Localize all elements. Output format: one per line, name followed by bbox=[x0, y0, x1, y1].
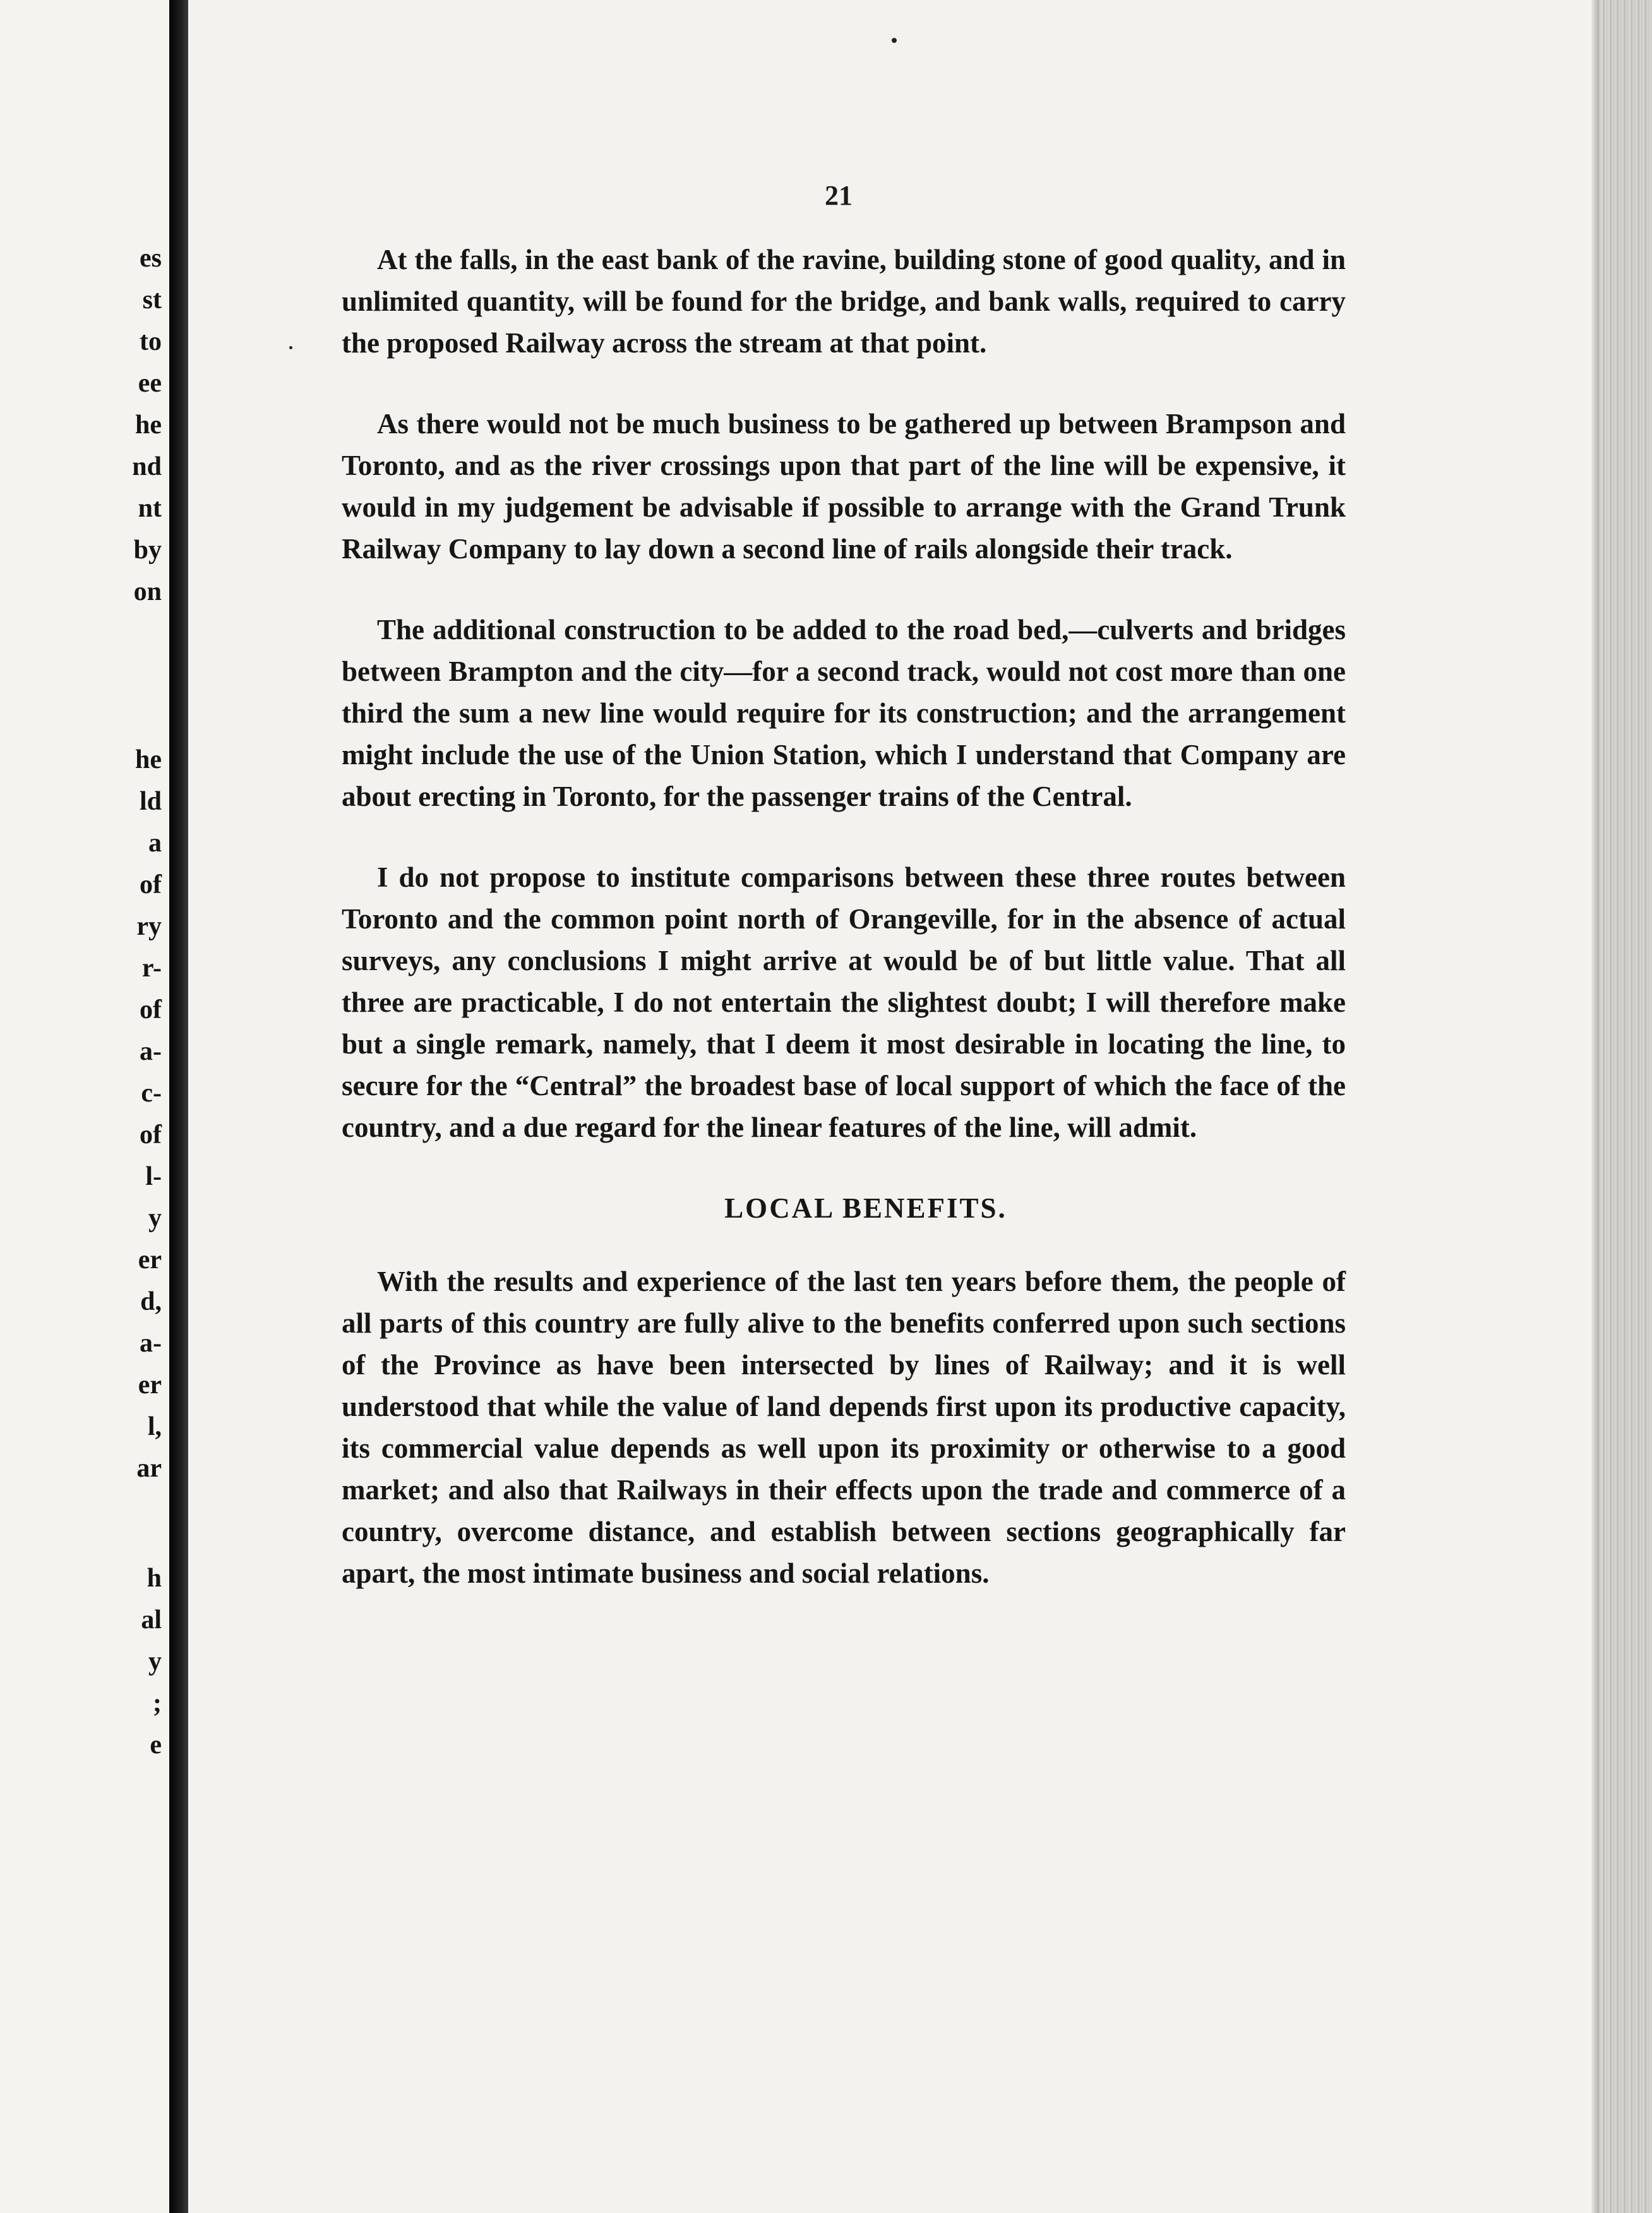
left-fragment: of bbox=[140, 1120, 162, 1149]
paragraph: The additional construction to be added to the road bed,—culverts and bridges between Brampton and the city—for a second track, would not cost more than one third the sum a new line would require for its construction; and the arrangement might include the use of the Union Station, which I understand that Company are about erecting in Toronto, for the passenger trains of the Central. bbox=[342, 614, 1346, 812]
left-fragment: er bbox=[138, 1370, 162, 1400]
left-fragment: of bbox=[140, 995, 162, 1024]
left-fragment: he bbox=[135, 411, 162, 440]
left-fragment: ry bbox=[136, 912, 162, 941]
book-gutter bbox=[169, 0, 188, 2213]
print-speck bbox=[289, 346, 292, 349]
paragraph: As there would not be much business to be gathered up between Brampson and Toronto, and as the river crossings upon that part of the line will be expensive, it would in my judgement be advisable if possible to arrange with the Grand Trunk Railway Company to lay down a second line of rails alongside their track. bbox=[342, 408, 1346, 565]
left-fragment: on bbox=[133, 577, 162, 606]
left-fragment: of bbox=[140, 870, 162, 899]
left-fragment: l- bbox=[145, 1162, 162, 1191]
left-fragment: a bbox=[148, 829, 162, 858]
left-fragment: ar bbox=[136, 1454, 162, 1483]
print-speck bbox=[892, 38, 897, 43]
left-fragment: al bbox=[141, 1605, 162, 1634]
left-facing-page bbox=[0, 0, 169, 2213]
page-number: 21 bbox=[825, 180, 853, 211]
left-fragment: a- bbox=[140, 1037, 162, 1066]
left-fragment: nt bbox=[138, 494, 162, 523]
left-fragment: y bbox=[148, 1647, 162, 1676]
left-page-text-fragments bbox=[86, 0, 162, 2213]
left-fragment: by bbox=[133, 536, 162, 565]
left-fragment: nd bbox=[132, 452, 162, 481]
left-fragment: c- bbox=[141, 1079, 162, 1108]
left-fragment: ld bbox=[139, 787, 162, 816]
left-fragment: h bbox=[147, 1564, 162, 1593]
left-fragment: es bbox=[140, 244, 162, 273]
paragraph: With the results and experience of the last ten years before them, the people of all parts of this country are fully alive to the benefits conferred upon such sections of the Province as have been intersected by lines of Railway; and it is well understood that while the value of land depends first upon its productive capacity, its commercial value depends as well upon its proximity or otherwise to a good market; and also that Railways in their effects upon the trade and commerce of a country, overcome distance, and establish between sections geographically far apart, the most intimate business and social relations. bbox=[342, 1266, 1346, 1589]
left-fragment: ; bbox=[153, 1689, 162, 1718]
left-fragment: ee bbox=[138, 369, 162, 398]
left-fragment: e bbox=[150, 1730, 162, 1760]
left-fragment: r- bbox=[141, 954, 162, 983]
left-fragment: er bbox=[138, 1245, 162, 1274]
paragraph: At the falls, in the east bank of the ravine, building stone of good quality, and in unlimited quantity, will be found for the bridge, and bank walls, required to carry the proposed Railway across the stream at that point. bbox=[342, 244, 1346, 359]
left-fragment: st bbox=[142, 285, 162, 315]
left-fragment: y bbox=[148, 1204, 162, 1233]
left-fragment: a- bbox=[140, 1329, 162, 1358]
left-fragment: to bbox=[140, 327, 162, 356]
left-fragment: d, bbox=[140, 1287, 162, 1316]
page-stack-edge bbox=[1599, 0, 1652, 2213]
page-body bbox=[342, 239, 1346, 1633]
section-heading: LOCAL BENEFITS. bbox=[724, 1192, 1007, 1224]
left-fragment: l, bbox=[147, 1412, 162, 1441]
paragraph: I do not propose to institute comparisons between these three routes between Toronto and the common point north of Orangeville, for in the absence of actual surveys, any conclusions I might arrive at would be of but little value. That all three are practicable, I do not entertain the slightest doubt; I will therefore make but a single remark, namely, that I deem it most desirable in locating the line, to secure for the “Central” the broadest base of local support of which the face of the country, and a due regard for the linear features of the line, will admit. bbox=[342, 861, 1346, 1143]
left-fragment: he bbox=[135, 745, 162, 774]
